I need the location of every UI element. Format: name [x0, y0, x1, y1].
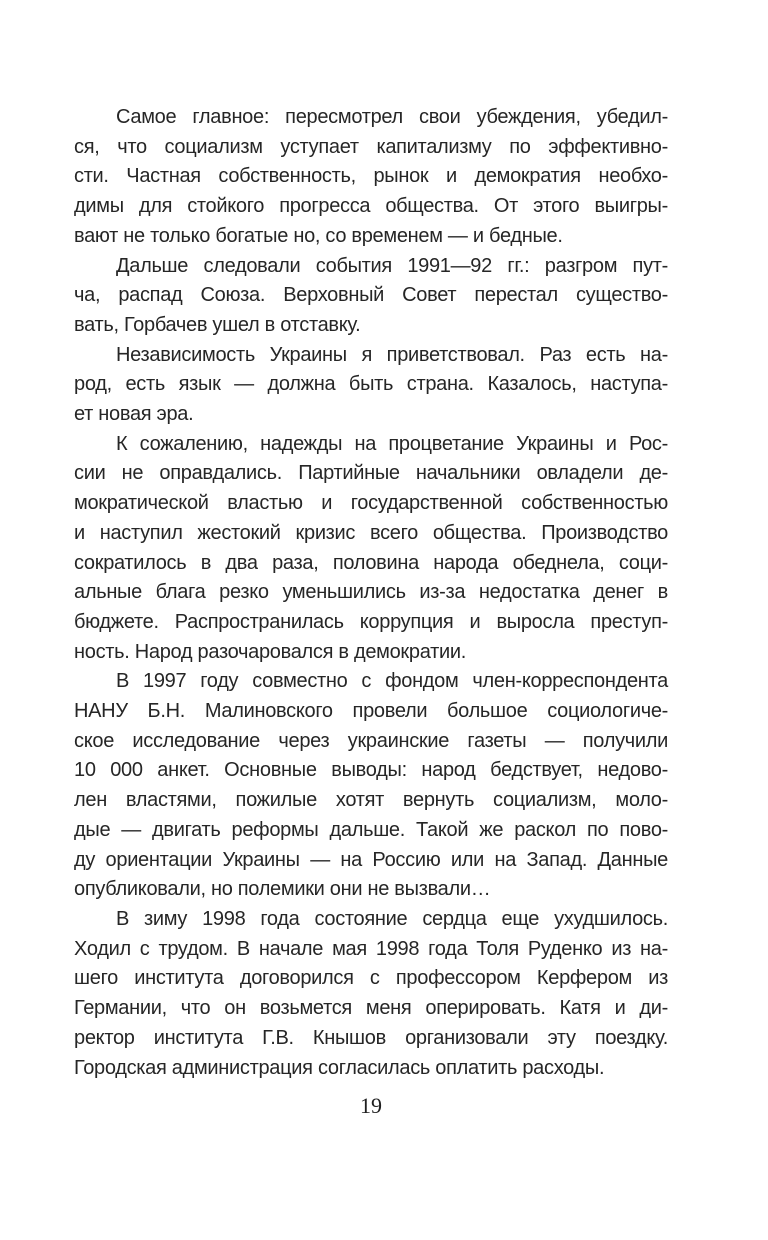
text-line: Городская администрация согласилась оплатить расходы.	[74, 1056, 605, 1079]
text-line: Ходил с трудом. В начале мая 1998 года Толя Руденко из на-	[74, 937, 668, 960]
text-line: ность. Народ разочаровался в демократии.	[74, 640, 466, 663]
text-line: опубликовали, но полемики они не вызвали…	[74, 878, 491, 901]
text-line: Самое главное: пересмотрел свои убеждения, убедил-	[116, 106, 668, 128]
text-line: сии не оправдались. Партийные начальники овладели де-	[74, 462, 668, 485]
text-line: В зиму 1998 года состояние сердца еще ухудшилось.	[116, 907, 668, 930]
text-line: ду ориентации Украины — на Россию или на Запад. Данные	[74, 848, 668, 871]
text-line: род, есть язык — должна быть страна. Казалось, наступа-	[74, 373, 668, 396]
paragraph	[74, 341, 668, 430]
text-line: ся, что социализм уступает капитализму по эффективно-	[74, 135, 668, 158]
text-line: ет новая эра.	[74, 403, 194, 426]
text-line: ское исследование через украинские газеты — получили	[74, 729, 668, 752]
text-line: вают не только богатые но, со временем — и бедные.	[74, 224, 563, 247]
text-line: В 1997 году совместно с фондом член-корреспондента	[116, 670, 668, 693]
text-line: мократической властью и государственной собственностью	[74, 492, 668, 515]
paragraph	[74, 252, 668, 341]
text-line: вать, Горбачев ушел в отставку.	[74, 313, 361, 336]
paragraph	[74, 905, 668, 1083]
paragraph	[74, 667, 668, 905]
text-line: ректор института Г.В. Кнышов организовали эту поездку.	[74, 1026, 668, 1049]
text-line: лен властями, пожилые хотят вернуть социализм, моло-	[74, 789, 668, 812]
text-line: сократилось в два раза, половина народа обеднела, соци-	[74, 551, 668, 574]
text-line: и наступил жестокий кризис всего общества. Производство	[74, 521, 668, 544]
text-line: ча, распад Союза. Верховный Совет перестал существо-	[74, 284, 668, 307]
text-line: 10 000 анкет. Основные выводы: народ бедствует, недово-	[74, 759, 668, 782]
text-line: бюджете. Распространилась коррупция и выросла преступ-	[74, 610, 668, 633]
text-line: шего института договорился с профессором Керфером из	[74, 967, 668, 990]
text-line: Дальше следовали события 1991—92 гг.: разгром пут-	[116, 254, 668, 277]
text-line: дые — двигать реформы дальше. Такой же раскол по пово-	[74, 818, 668, 841]
text-line: Независимость Украины я приветствовал. Раз есть на-	[116, 343, 668, 366]
text-line: альные блага резко уменьшились из-за недостатка денег в	[74, 581, 668, 604]
text-line: Германии, что он возьмется меня оперировать. Катя и ди-	[74, 997, 668, 1020]
text-block	[74, 103, 668, 1083]
paragraph	[74, 103, 668, 252]
text-line: К сожалению, надежды на процветание Украины и Рос-	[116, 432, 668, 455]
text-line: димы для стойкого прогресса общества. От этого выигры-	[74, 195, 668, 218]
paragraph	[74, 430, 668, 668]
text-line: сти. Частная собственность, рынок и демократия необхо-	[74, 165, 668, 188]
page-number: 19	[360, 1093, 382, 1118]
text-line: НАНУ Б.Н. Малиновского провели большое социологиче-	[74, 700, 668, 723]
